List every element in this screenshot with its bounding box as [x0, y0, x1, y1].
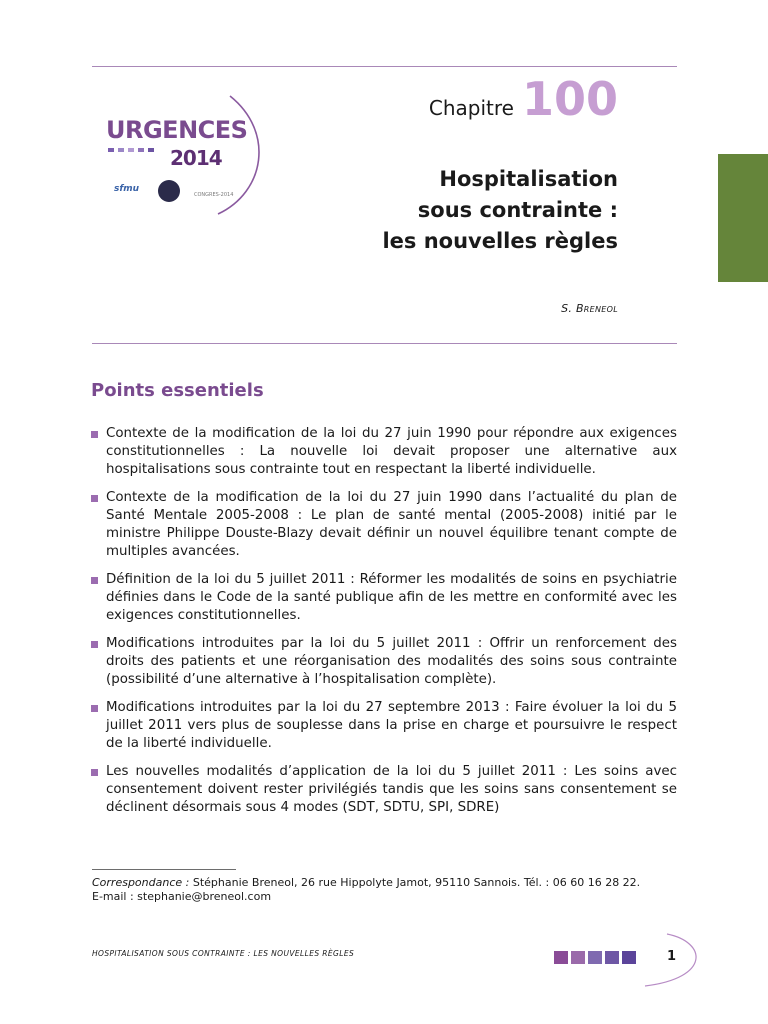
- chapter-number: 100: [521, 72, 618, 126]
- list-item-text: Modifications introduites par la loi du 5 juillet 2011 : Offrir un renforcement des droits des patients et une réorganisation des modalités des soins sous contrainte (possibilité d’une alternative à l’hospitalisation complète).: [106, 636, 677, 687]
- logo-square: [148, 148, 154, 152]
- logo-square: [108, 148, 114, 152]
- side-tab: [718, 154, 768, 282]
- title-line: Hospitalisation: [439, 167, 618, 191]
- chapter-label: Chapitre: [428, 96, 514, 120]
- logo-title: URGENCES: [106, 116, 248, 144]
- essentials-heading: Points essentiels: [91, 380, 264, 401]
- logo-year: 2014: [170, 146, 222, 170]
- footnote-label: Correspondance :: [92, 876, 190, 889]
- bullet-square-icon: [91, 431, 98, 438]
- top-rule: [92, 66, 677, 67]
- footer-square: [588, 951, 602, 964]
- logo-small-text: CONGRES-2014: [194, 192, 234, 198]
- bullet-square-icon: [91, 705, 98, 712]
- footnote-text: Stéphanie Breneol, 26 rue Hippolyte Jamot, 95110 Sannois. Tél. : 06 60 16 28 22.: [192, 876, 641, 889]
- footnote-email: E-mail : stephanie@breneol.com: [92, 890, 272, 903]
- running-title: HOSPITALISATION SOUS CONTRAINTE : LES NOUVELLES RÈGLES: [92, 949, 355, 958]
- sfmu-logo: sfmu: [114, 184, 140, 194]
- list-item: [90, 489, 677, 561]
- list-item: [90, 635, 677, 689]
- footer-square: [554, 951, 568, 964]
- bullet-square-icon: [91, 769, 98, 776]
- list-item-text: Définition de la loi du 5 juillet 2011 : Réformer les modalités de soins en psychiatrie définies dans le Code de la santé publique afin de les mettre en conformité avec les exigences constitutionnelles.: [106, 572, 677, 623]
- list-item: [90, 763, 677, 817]
- title-line: les nouvelles règles: [382, 229, 618, 253]
- bullet-square-icon: [91, 641, 98, 648]
- list-item-text: Modifications introduites par la loi du 27 septembre 2013 : Faire évoluer la loi du 5 juillet 2011 vers plus de souplesse dans la prise en charge et poursuivre le respect de la liberté individuelle.: [106, 700, 677, 751]
- list-item: [90, 425, 677, 479]
- society-badge-icon: [158, 180, 180, 202]
- list-item: [90, 699, 677, 753]
- list-item-text: Les nouvelles modalités d’application de la loi du 5 juillet 2011 : Les soins avec consentement doivent rester privilégiés tandis que les soins sans consentement se déclinent désormais sous 4 modes (SDT, SDTU, SPI, SDRE): [106, 764, 677, 815]
- urgences-logo: [100, 92, 262, 224]
- chapter-title: [382, 164, 618, 257]
- essentials-list: [90, 425, 677, 827]
- chapter-heading: [428, 72, 618, 126]
- logo-square: [138, 148, 144, 152]
- footer-square: [571, 951, 585, 964]
- title-line: sous contrainte :: [417, 198, 618, 222]
- logo-square: [128, 148, 134, 152]
- list-item-text: Contexte de la modification de la loi du 27 juin 1990 pour répondre aux exigences constitutionnelles : La nouvelle loi devait proposer une alternative aux hospitalisations sous contrainte tout en respectant la liberté individuelle.: [106, 426, 677, 477]
- bullet-square-icon: [91, 495, 98, 502]
- list-item: [90, 571, 677, 625]
- footnote-rule: [92, 869, 236, 870]
- list-item-text: Contexte de la modification de la loi du 27 juin 1990 dans l’actualité du plan de Santé Mentale 2005-2008 : Le plan de santé mental (2005-2008) initié par le ministre Philippe Douste-Blazy devait définir un nouvel équilibre tenant compte de multiples avancées.: [106, 490, 677, 559]
- bullet-square-icon: [91, 577, 98, 584]
- page-number: 1: [667, 949, 677, 964]
- header-bottom-rule: [92, 343, 677, 344]
- footnote: [92, 876, 640, 904]
- footer-arc: [615, 930, 705, 990]
- logo-square: [118, 148, 124, 152]
- author: S. Breneol: [561, 302, 618, 315]
